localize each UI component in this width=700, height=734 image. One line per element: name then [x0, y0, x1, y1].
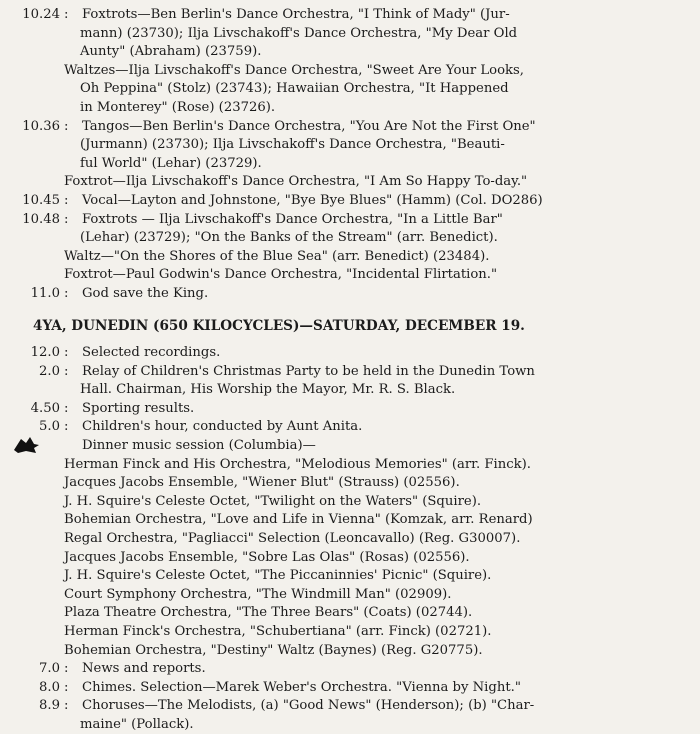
schedule-line: [0, 399, 700, 418]
ink-blot-icon: [12, 435, 42, 455]
schedule-text: Chimes. Selection—Marek Weber's Orchestra. "Vienna by Night.": [82, 679, 521, 695]
schedule-text: Dinner music session (Columbia)—: [82, 438, 316, 453]
schedule-line: [0, 436, 700, 455]
time-separator: :: [64, 345, 69, 360]
schedule-text: Herman Finck and His Orchestra, "Melodious Memories" (arr. Finck).: [64, 456, 531, 472]
schedule-text: Oh Peppina" (Stolz) (23743); Hawaiian Orchestra, "It Happened: [80, 81, 509, 97]
schedule-line: [0, 210, 700, 229]
schedule-line: [0, 715, 700, 734]
schedule-time: 10.36: [22, 118, 60, 134]
schedule-text: Bohemian Orchestra, "Destiny" Waltz (Baynes) (Reg. G20775).: [64, 642, 483, 658]
schedule-line: [0, 247, 700, 266]
schedule-text: ful World" (Lehar) (23729).: [80, 155, 262, 171]
time-separator: :: [64, 118, 69, 134]
schedule-line: [0, 172, 700, 191]
schedule-text: (Lehar) (23729); "On the Banks of the Stream" (arr. Benedict).: [80, 230, 498, 246]
schedule-text: Regal Orchestra, "Pagliacci" Selection (Leoncavallo) (Reg. G30007).: [64, 531, 521, 546]
schedule-text: J. H. Squire's Celeste Octet, "The Piccaninnies' Picnic" (Squire).: [64, 568, 492, 584]
schedule-line: [0, 79, 700, 98]
schedule-text: Relay of Children's Christmas Party to be held in the Dunedin Town: [82, 363, 535, 379]
time-separator: :: [64, 661, 69, 677]
schedule-line: [0, 492, 700, 511]
schedule-time: 4.50: [30, 400, 60, 416]
schedule-line: [0, 473, 700, 492]
schedule-line: [0, 622, 700, 641]
schedule-line: [0, 228, 700, 247]
schedule-text: Aunty" (Abraham) (23759).: [80, 44, 262, 60]
schedule-text: Bohemian Orchestra, "Love and Life in Vienna" (Komzak, arr. Renard): [64, 512, 533, 528]
time-separator: :: [64, 211, 69, 227]
schedule-line: [0, 284, 700, 303]
schedule-text: Choruses—The Melodists, (a) "Good News" (Henderson); (b) "Char-: [82, 698, 535, 714]
schedule-line: [0, 117, 700, 136]
schedule-text: Jacques Jacobs Ensemble, "Sobre Las Olas" (Rosas) (02556).: [64, 549, 470, 565]
schedule-time: 8.9: [39, 698, 60, 714]
schedule-line: [0, 455, 700, 474]
time-separator: :: [64, 363, 69, 379]
schedule-text: Vocal—Layton and Johnstone, "Bye Bye Blues" (Hamm) (Col. DO286): [82, 193, 543, 208]
schedule-line: [0, 42, 700, 61]
schedule-text: Foxtrot—Paul Godwin's Dance Orchestra, "Incidental Flirtation.": [64, 267, 498, 283]
schedule-text: Foxtrots — Ilja Livschakoff's Dance Orchestra, "In a Little Bar": [82, 211, 503, 227]
schedule-time: 8.0: [39, 679, 60, 695]
schedule-text: Court Symphony Orchestra, "The Windmill Man" (02909).: [64, 586, 452, 602]
time-separator: :: [64, 286, 69, 301]
schedule-line: [0, 380, 700, 399]
schedule-line: [0, 510, 700, 529]
schedule-text: Tangos—Ben Berlin's Dance Orchestra, "You Are Not the First One": [82, 118, 536, 134]
schedule-text: Selected recordings.: [82, 345, 221, 360]
schedule-time: 12.0: [30, 345, 60, 360]
schedule-text: Jacques Jacobs Ensemble, "Wiener Blut" (Strauss) (02556).: [64, 475, 460, 491]
schedule-text: Waltzes—Ilja Livschakoff's Dance Orchestra, "Sweet Are Your Looks,: [64, 62, 524, 78]
schedule-line: [0, 265, 700, 284]
schedule-time: 11.0: [30, 286, 60, 301]
time-separator: :: [64, 679, 69, 695]
schedule-text: Hall. Chairman, His Worship the Mayor, Mr. R. S. Black.: [80, 382, 456, 398]
station-heading: 4YA, DUNEDIN (650 KILOCYCLES)—SATURDAY, DECEMBER 19.: [33, 318, 525, 334]
schedule-text: in Monterey" (Rose) (23726).: [80, 100, 276, 115]
schedule-text: (Jurmann) (23730); Ilja Livschakoff's Dance Orchestra, "Beauti-: [80, 137, 505, 153]
time-separator: :: [64, 400, 69, 416]
schedule-line: [0, 641, 700, 660]
schedule-text: Herman Finck's Orchestra, "Schubertiana" (arr. Finck) (02721).: [64, 624, 492, 639]
schedule-text: Plaza Theatre Orchestra, "The Three Bears" (Coats) (02744).: [64, 605, 473, 621]
schedule-text: maine" (Pollack).: [80, 717, 194, 732]
schedule-line: [0, 603, 700, 622]
schedule-text: Foxtrot—Ilja Livschakoff's Dance Orchestra, "I Am So Happy To-day.": [64, 174, 528, 190]
schedule-line: [0, 566, 700, 585]
schedule-time: 10.45: [22, 193, 60, 208]
schedule-line: [0, 585, 700, 604]
schedule-text: Sporting results.: [82, 400, 195, 416]
schedule-text: Waltz—"On the Shores of the Blue Sea" (arr. Benedict) (23484).: [64, 248, 490, 264]
schedule-text: mann) (23730); Ilja Livschakoff's Dance Orchestra, "My Dear Old: [80, 25, 518, 41]
schedule-time: 10.48: [22, 211, 60, 227]
schedule-line: [0, 135, 700, 154]
schedule-text: Foxtrots—Ben Berlin's Dance Orchestra, "I Think of Mady" (Jur-: [82, 7, 510, 22]
schedule-text: God save the King.: [82, 286, 209, 301]
schedule-line: [0, 659, 700, 678]
schedule-line: [0, 24, 700, 43]
schedule-time: 7.0: [39, 661, 60, 677]
time-separator: :: [64, 419, 69, 435]
schedule-line: [0, 191, 700, 210]
schedule-line: [0, 417, 700, 436]
time-separator: :: [64, 7, 69, 22]
schedule-time: 5.0: [39, 419, 60, 435]
schedule-line: [0, 61, 700, 80]
time-separator: :: [64, 193, 69, 208]
schedule-line: [0, 529, 700, 548]
schedule-line: [0, 343, 700, 362]
schedule-line: [0, 696, 700, 715]
schedule-line: [0, 154, 700, 173]
schedule-line: [0, 5, 700, 24]
schedule-line: [0, 98, 700, 117]
schedule-time: 10.24: [22, 7, 60, 22]
schedule-text: News and reports.: [82, 661, 206, 677]
schedule-line: [0, 548, 700, 567]
schedule-line: [0, 678, 700, 697]
schedule-text: Children's hour, conducted by Aunt Anita.: [82, 419, 363, 435]
schedule-text: J. H. Squire's Celeste Octet, "Twilight on the Waters" (Squire).: [64, 493, 482, 509]
schedule-time: 2.0: [39, 363, 60, 379]
schedule-line: [0, 362, 700, 381]
time-separator: :: [64, 698, 69, 714]
